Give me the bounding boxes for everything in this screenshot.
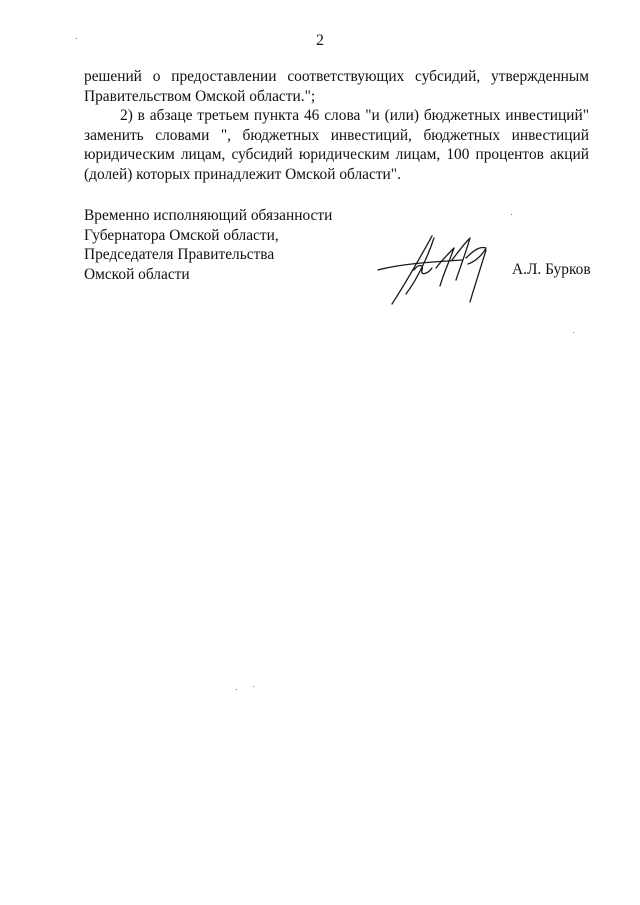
signatory-title [84,206,332,284]
scan-speck [511,214,512,215]
signatory-title-line: Председателя Правительства [84,246,275,263]
page-number: 2 [316,32,324,49]
paragraph-continuation: решений о предоставлении соответствующих субсидий, утвержденным Правительством Омской области."; [84,68,589,105]
scan-speck [253,686,254,687]
signer-name: А.Л. Бурков [512,261,591,278]
signatory-title-line: Временно исполняющий обязанности [84,207,333,224]
scan-speck [236,689,237,690]
scan-speck [76,38,77,39]
handwritten-signature [370,230,510,310]
signatory-title-line: Губернатора Омской области, [84,226,279,244]
paragraph-item-2: 2) в абзаце третьем пункта 46 слова "и (или) бюджетных инвестиций" заменить словами ", бюджетных инвестиций, бюджетных инвестиций юридическим лицам, субсидий юридическим лицам, 100 процентов акций (долей) которых принадлежит Омской области". [84,107,589,183]
signatory-title-line: Омской области [84,265,190,283]
document-body [84,67,589,184]
scan-speck [573,332,574,333]
